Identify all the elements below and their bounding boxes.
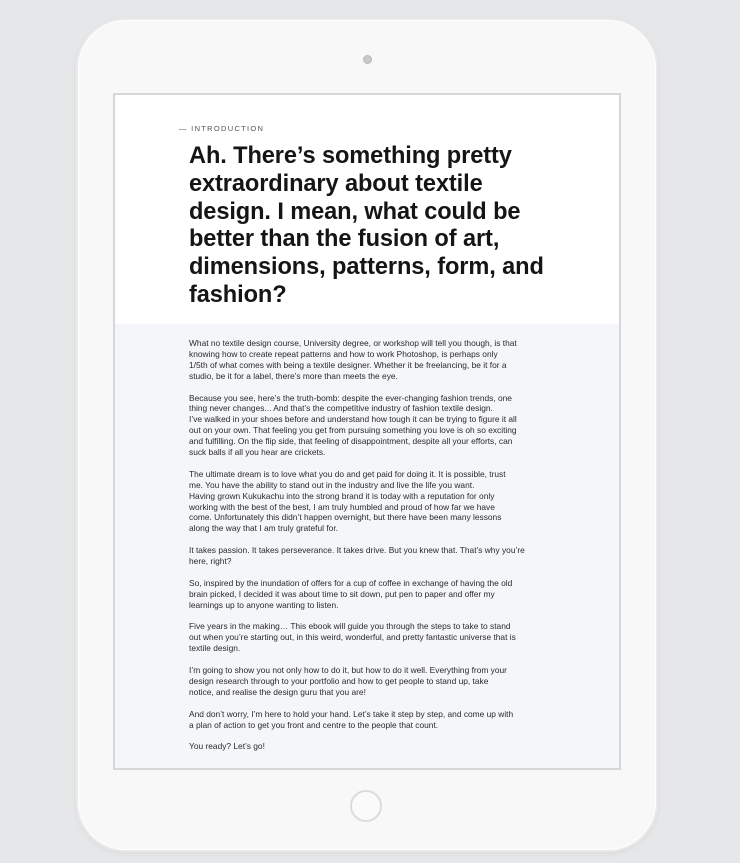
section-label: — INTRODUCTION [179, 124, 265, 133]
paragraph-1: What no textile design course, University degree, or workshop will tell you though, is that knowing how to create repeat patterns and how to work Photoshop, is perhaps only 1/5th of what comes with being a textile designer. Whether it be freelancing, be it for a studio, be it for a label, there’s more than meets the eye. [189, 338, 517, 381]
paragraph-4: It takes passion. It takes perseverance. It takes drive. But you knew that. That’s why you’re here, right? [189, 545, 525, 567]
paragraph-8: And don’t worry, I’m here to hold your hand. Let’s take it step by step, and come up with a plan of action to get you front and centre to the people that count. [189, 708, 514, 730]
paragraph-5: So, inspired by the inundation of offers for a cup of coffee in exchange of having the old brain picked, I decided it was about time to sit down, put pen to paper and offer my learnings up to anyone wanting to listen. [189, 577, 513, 610]
camera-icon [363, 55, 372, 64]
paragraph-7: I’m going to show you not only how to do it, but how to do it well. Everything from your design research through to your portfolio and how to get people to stand up, take notice, and realise the design guru that you are! [189, 665, 507, 697]
tablet-device [78, 20, 656, 850]
paragraph-2: Because you see, here’s the truth-bomb: despite the ever-changing fashion trends, one thing never changes... And that’s the competitive industry of fashion textile design. I’ve walked in your shoes before and understand how tough it can be trying to figure it all out on your own. That feeling you get from pursuing something you love is oh so exciting and fulfilling. On the flip side, that feeling of disappointment, despite all your efforts, can suck balls if all you hear are crickets. [189, 392, 517, 458]
page-title: Ah. There’s something pretty extraordinary about textile design. I mean, what could be better than the fusion of art, dimensions, patterns, form, and fashion? [189, 143, 544, 308]
paragraph-3: The ultimate dream is to love what you do and get paid for doing it. It is possible, trust me. You have the ability to stand out in the industry and live the life you want. Having grown Kukukachu into the strong brand it is today with a reputation for only working with the best of the best, I am truly humbled and proud of how far we have come. Unfortunately this didn’t happen overnight, but there have been many lessons along the way that I am truly grateful for. [189, 468, 506, 534]
paragraph-9: You ready? Let’s go! [189, 741, 265, 752]
article-body [189, 338, 555, 763]
paragraph-6: Five years in the making… This ebook will guide you through the steps to take to stand out when you’re starting out, in this weird, wonderful, and pretty fantastic universe that is textile design. [189, 621, 516, 654]
home-button[interactable] [350, 790, 382, 822]
tablet-screen[interactable] [113, 93, 621, 770]
